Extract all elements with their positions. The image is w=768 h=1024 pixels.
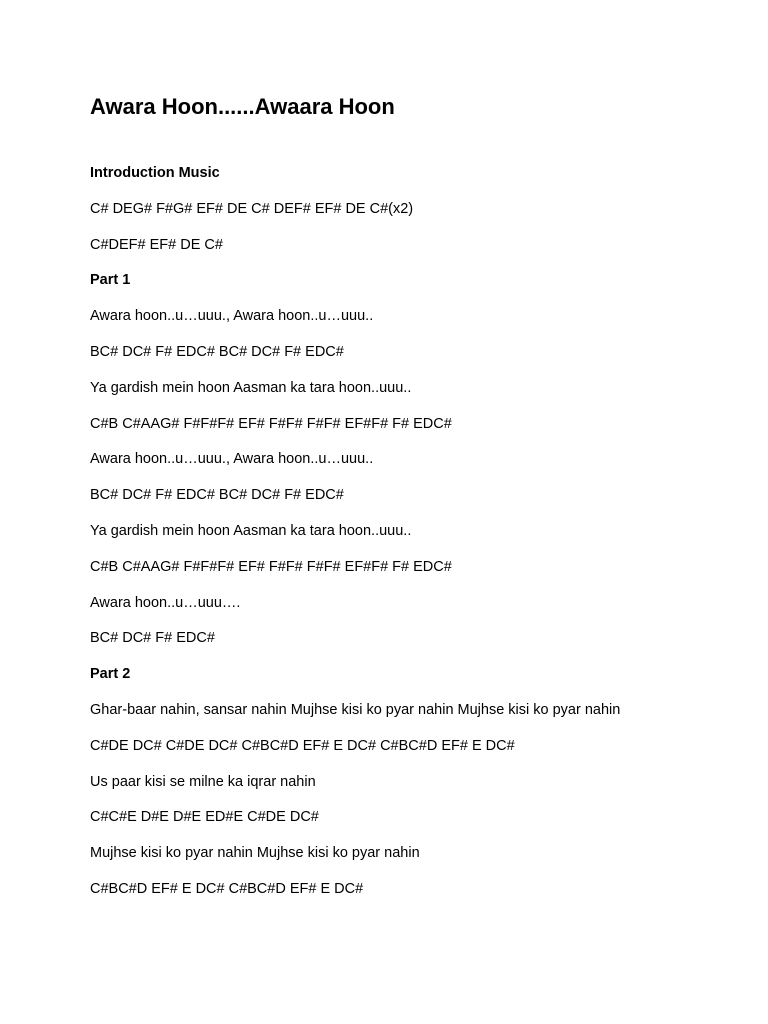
notes-line: C#B C#AAG# F#F#F# EF# F#F# F#F# EF#F# F# EDC# [90,415,452,432]
notes-line: C#DEF# EF# DE C# [90,236,223,253]
section-heading: Part 2 [90,666,131,683]
notes-line: C#BC#D EF# E DC# C#BC#D EF# E DC# [90,880,364,897]
song-body [90,163,750,915]
lyric-line: Us paar kisi se milne ka iqrar nahin [90,773,316,790]
lyric-line: Mujhse kisi ko pyar nahin Mujhse kisi ko pyar nahin [90,845,420,862]
notes-line: BC# DC# F# EDC# BC# DC# F# EDC# [90,343,344,360]
document-title: Awara Hoon......Awaara Hoon [90,94,395,119]
lyric-line: Ya gardish mein hoon Aasman ka tara hoon..uuu.. [90,379,412,396]
notes-line: BC# DC# F# EDC# [90,630,215,647]
section-heading: Part 1 [90,272,131,289]
notes-line: C#DE DC# C#DE DC# C#BC#D EF# E DC# C#BC#D EF# E DC# [90,737,515,754]
notes-line: BC# DC# F# EDC# BC# DC# F# EDC# [90,487,344,504]
notes-line: C#C#E D#E D#E ED#E C#DE DC# [90,809,319,826]
notes-line: C# DEG# F#G# EF# DE C# DEF# EF# DE C#(x2) [90,200,414,217]
lyric-line: Ya gardish mein hoon Aasman ka tara hoon..uuu.. [90,522,412,539]
lyric-line: Awara hoon..u…uuu., Awara hoon..u…uuu.. [90,451,374,468]
lyric-line: Ghar-baar nahin, sansar nahin Mujhse kisi ko pyar nahin Mujhse kisi ko pyar nahin [90,701,621,718]
notes-line: C#B C#AAG# F#F#F# EF# F#F# F#F# EF#F# F# EDC# [90,558,452,575]
lyric-line: Awara hoon..u…uuu…. [90,594,241,611]
lyric-line: Awara hoon..u…uuu., Awara hoon..u…uuu.. [90,308,374,325]
section-heading: Introduction Music [90,165,220,181]
